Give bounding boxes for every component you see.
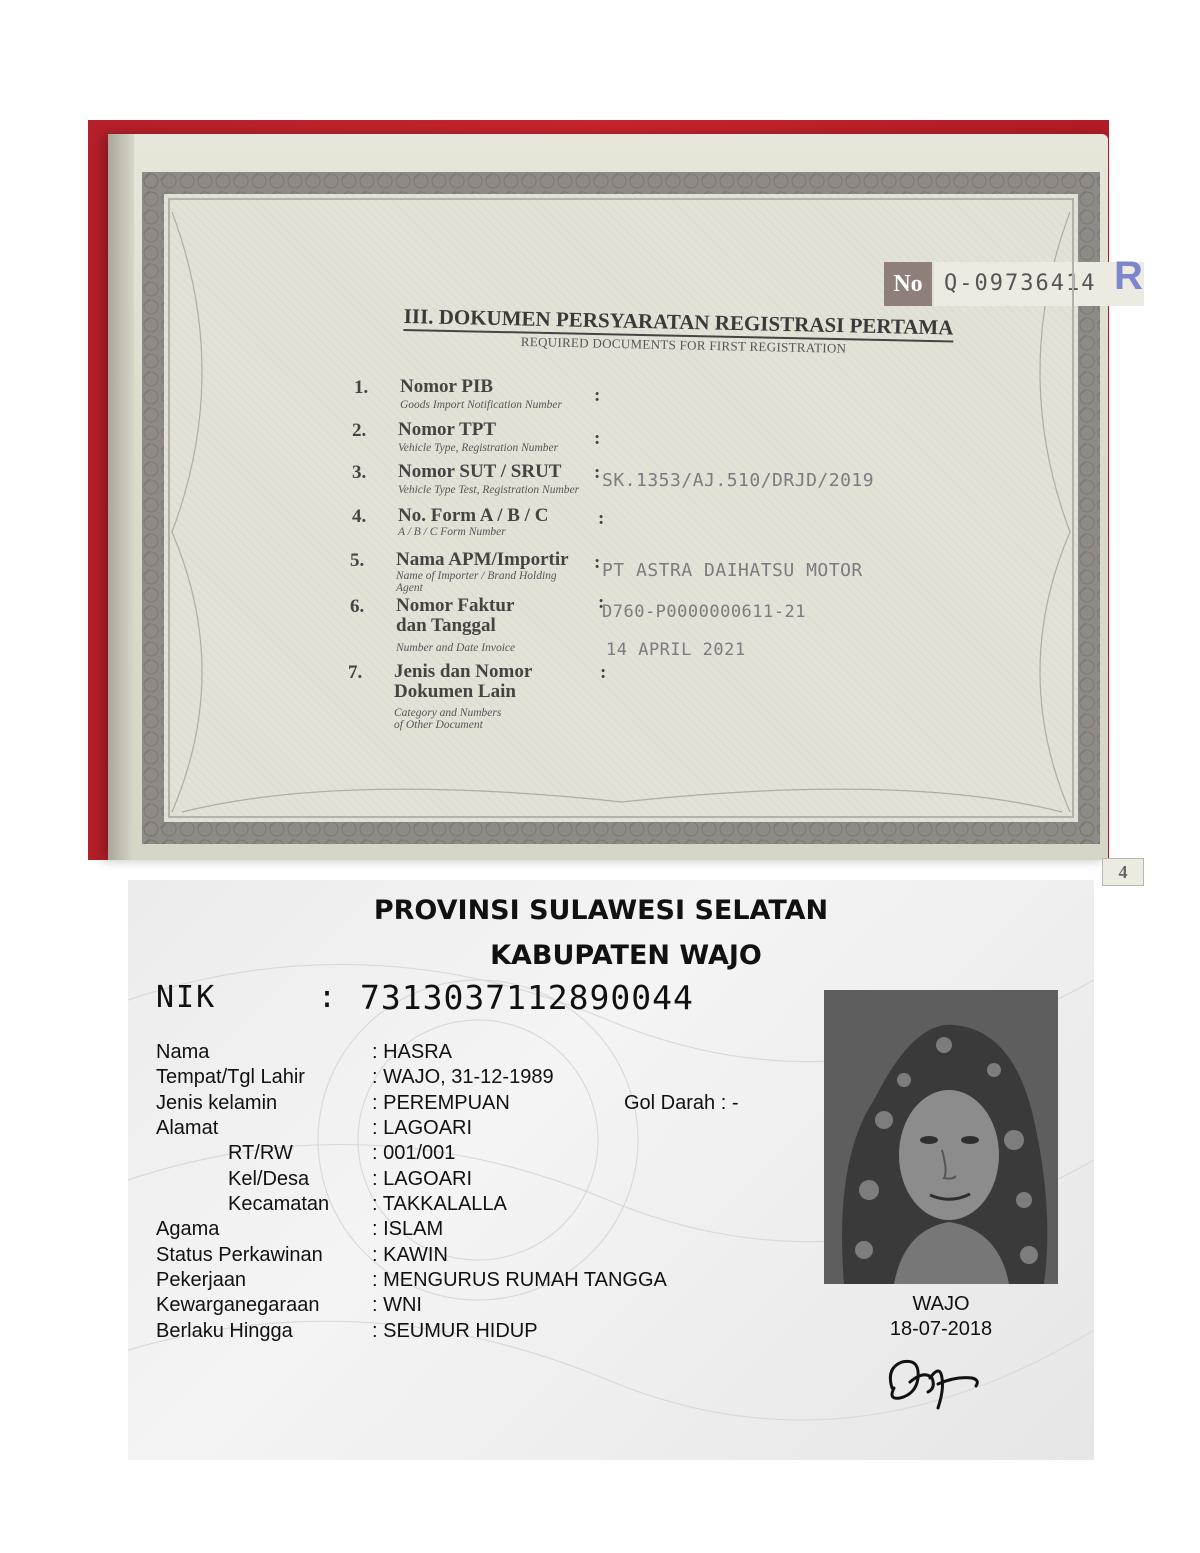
section-title: III. DOKUMEN PERSYARATAN REGISTRASI PERTAMA: [403, 304, 963, 341]
signature: [880, 1348, 990, 1418]
portrait-illustration: [824, 990, 1058, 1284]
bpkb-document-photo: [88, 120, 1143, 882]
page-number: 4: [1102, 858, 1144, 886]
section-subtitle: REQUIRED DOCUMENTS FOR FIRST REGISTRATION: [520, 334, 847, 356]
ktp-id-card: PROVINSI SULAWESI SELATAN KABUPATEN WAJO NIK : 7313037112890044 Nama : HASRA Tempat/Tgl Lahir : WAJO, 31-12-1989 Jenis kelamin : PEREMPUAN Gol Darah : - Alamat : LAGOARI RT/RW : 001/001 Kel/Desa : LAGOARI Kecamatan : TAKKALALLA Agama : ISLAM Status Perkawinan : KAWIN Pekerjaan : MENGURUS RUMAH TANGGA Kewarganegaraan : WNI Berlaku Hingga : SEUMUR HIDUP WAJO 18-07-2018: [128, 880, 1094, 1460]
document-number-label: No: [884, 262, 932, 306]
ktp-field-gol-darah: Gol Darah : -: [624, 1092, 739, 1114]
importer-value: PT ASTRA DAIHATSU MOTOR: [602, 560, 863, 581]
srut-value: SK.1353/AJ.510/DRJD/2019: [602, 470, 875, 491]
nik-value: 7313037112890044: [360, 978, 694, 1017]
invoice-date-value: 14 APRIL 2021: [606, 640, 746, 660]
r-stamp: R: [1114, 254, 1143, 298]
issue-city: WAJO: [912, 1293, 970, 1315]
nik-label: NIK: [156, 980, 217, 1015]
issue-date: 18-07-2018: [889, 1318, 993, 1340]
document-number: Q-09736414: [934, 262, 1144, 306]
nik-colon: :: [318, 980, 337, 1015]
province-title: PROVINSI SULAWESI SELATAN: [373, 895, 829, 926]
guilloche-border-pattern: [142, 172, 1100, 844]
id-photo: [824, 990, 1058, 1284]
bpkb-page: [108, 134, 1143, 882]
bpkb-guilloche-frame: No Q-09736414 R III. DOKUMEN PERSYARATAN REGISTRASI PERTAMA REQUIRED DOCUMENTS FOR FIRST REGISTRATION 1. Nomor PIB Goods Import Notification Number : 2. Nomor TPT Vehicle Type, Registration Number : 3. Nomor SUT / SRUT Vehicle Type Test, Registration Number : SK.1353/AJ.510/DRJD/2019 4. No. Form A / B / C A / B / C Form Number : 5. Nama APM/Importir Name of Importer / Brand Holding Agent : PT ASTRA DAIHATSU MOTOR 6. Nomor Faktur dan Tanggal Number and Date Invoice : D760-P0000000611-21 14 APRIL 2021 7. Jenis dan Nomor Dokumen Lain Category and Numbers of Other Document : 4: [142, 172, 1100, 844]
invoice-number-value: D760-P0000000611-21: [602, 602, 806, 622]
regency-title: KABUPATEN WAJO: [490, 940, 762, 971]
